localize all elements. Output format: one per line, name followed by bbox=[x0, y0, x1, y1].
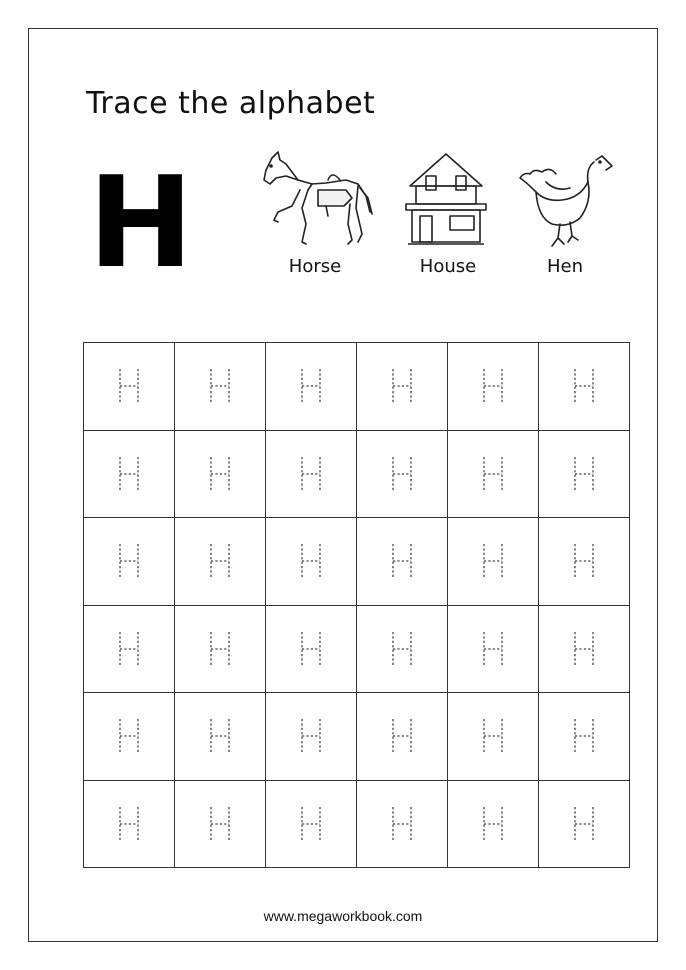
dotted-letter-h bbox=[208, 805, 232, 843]
dotted-letter-h bbox=[390, 630, 414, 668]
page-title: Trace the alphabet bbox=[86, 86, 376, 121]
dotted-letter-h bbox=[481, 367, 505, 405]
trace-cell[interactable] bbox=[539, 518, 630, 606]
dotted-letter-h bbox=[208, 455, 232, 493]
trace-cell[interactable] bbox=[175, 693, 266, 781]
trace-cell[interactable] bbox=[175, 431, 266, 519]
trace-cell[interactable] bbox=[448, 606, 539, 694]
dotted-letter-h bbox=[481, 455, 505, 493]
dotted-letter-h bbox=[390, 717, 414, 755]
trace-cell[interactable] bbox=[266, 431, 357, 519]
dotted-letter-h bbox=[390, 805, 414, 843]
hen-icon bbox=[516, 152, 614, 248]
trace-cell[interactable] bbox=[357, 606, 448, 694]
trace-cell[interactable] bbox=[84, 518, 175, 606]
trace-cell[interactable] bbox=[84, 693, 175, 781]
dotted-letter-h bbox=[390, 542, 414, 580]
trace-cell[interactable] bbox=[448, 343, 539, 431]
featured-letter: H bbox=[88, 149, 194, 296]
trace-cell[interactable] bbox=[175, 606, 266, 694]
trace-cell[interactable] bbox=[357, 781, 448, 869]
trace-cell[interactable] bbox=[357, 518, 448, 606]
trace-cell[interactable] bbox=[266, 343, 357, 431]
trace-cell[interactable] bbox=[539, 693, 630, 781]
dotted-letter-h bbox=[390, 367, 414, 405]
trace-cell[interactable] bbox=[357, 693, 448, 781]
dotted-letter-h bbox=[481, 542, 505, 580]
dotted-letter-h bbox=[572, 367, 596, 405]
trace-cell[interactable] bbox=[539, 343, 630, 431]
trace-cell[interactable] bbox=[175, 343, 266, 431]
dotted-letter-h bbox=[299, 542, 323, 580]
hen-label: Hen bbox=[546, 256, 584, 277]
dotted-letter-h bbox=[117, 630, 141, 668]
trace-cell[interactable] bbox=[266, 518, 357, 606]
dotted-letter-h bbox=[117, 542, 141, 580]
trace-cell[interactable] bbox=[175, 518, 266, 606]
footer-url: www.megaworkbook.com bbox=[263, 908, 423, 924]
tracing-grid[interactable] bbox=[83, 342, 630, 868]
dotted-letter-h bbox=[208, 630, 232, 668]
trace-cell[interactable] bbox=[175, 781, 266, 869]
dotted-letter-h bbox=[117, 717, 141, 755]
trace-cell[interactable] bbox=[448, 693, 539, 781]
dotted-letter-h bbox=[481, 805, 505, 843]
trace-cell[interactable] bbox=[84, 781, 175, 869]
horse-icon bbox=[262, 150, 374, 248]
trace-cell[interactable] bbox=[357, 431, 448, 519]
dotted-letter-h bbox=[572, 805, 596, 843]
trace-cell[interactable] bbox=[539, 781, 630, 869]
trace-cell[interactable] bbox=[448, 431, 539, 519]
dotted-letter-h bbox=[390, 455, 414, 493]
trace-cell[interactable] bbox=[266, 781, 357, 869]
dotted-letter-h bbox=[208, 542, 232, 580]
dotted-letter-h bbox=[572, 455, 596, 493]
house-icon bbox=[404, 152, 488, 248]
trace-cell[interactable] bbox=[448, 518, 539, 606]
dotted-letter-h bbox=[481, 717, 505, 755]
dotted-letter-h bbox=[299, 717, 323, 755]
horse-label: Horse bbox=[288, 256, 342, 277]
trace-cell[interactable] bbox=[539, 606, 630, 694]
dotted-letter-h bbox=[299, 805, 323, 843]
dotted-letter-h bbox=[299, 367, 323, 405]
dotted-letter-h bbox=[481, 630, 505, 668]
trace-cell[interactable] bbox=[84, 343, 175, 431]
dotted-letter-h bbox=[299, 630, 323, 668]
trace-cell[interactable] bbox=[448, 781, 539, 869]
trace-cell[interactable] bbox=[357, 343, 448, 431]
trace-cell[interactable] bbox=[84, 431, 175, 519]
dotted-letter-h bbox=[572, 717, 596, 755]
trace-cell[interactable] bbox=[539, 431, 630, 519]
dotted-letter-h bbox=[117, 455, 141, 493]
dotted-letter-h bbox=[208, 367, 232, 405]
house-label: House bbox=[419, 256, 477, 277]
trace-cell[interactable] bbox=[84, 606, 175, 694]
dotted-letter-h bbox=[572, 630, 596, 668]
dotted-letter-h bbox=[117, 805, 141, 843]
trace-cell[interactable] bbox=[266, 606, 357, 694]
dotted-letter-h bbox=[299, 455, 323, 493]
trace-cell[interactable] bbox=[266, 693, 357, 781]
dotted-letter-h bbox=[208, 717, 232, 755]
dotted-letter-h bbox=[572, 542, 596, 580]
dotted-letter-h bbox=[117, 367, 141, 405]
